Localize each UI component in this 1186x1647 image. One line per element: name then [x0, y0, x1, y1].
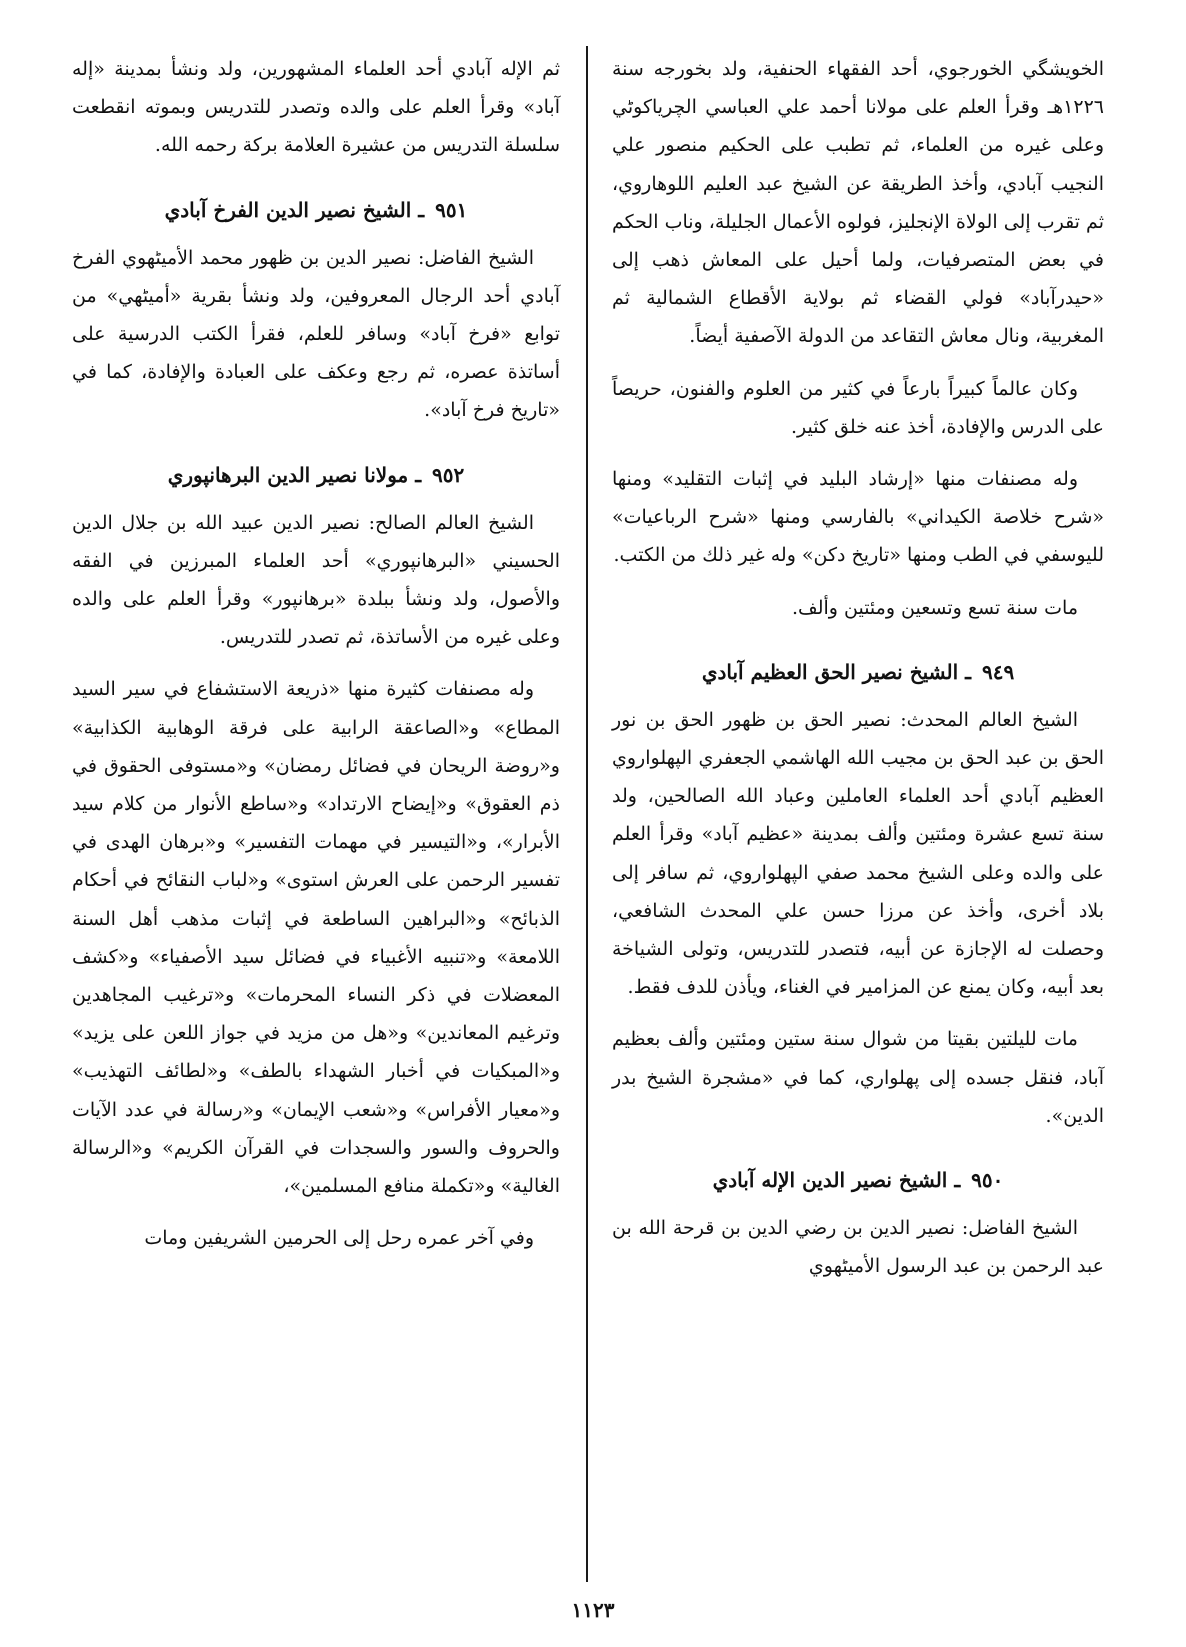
paragraph: الشيخ العالم الصالح: نصير الدين عبيد الله بن جلال الدين الحسيني «البرهانپوري» أحد العلماء المبرزين في الفقه والأصول، ولد ونشأ ببلدة «برهانپور» وقرأ العلم على والده وعلى غيره من الأساتذة، ثم تصدر للتدريس. [72, 511, 560, 649]
paragraph: وكان عالماً كبيراً بارعاً في كثير من العلوم والفنون، حريصاً على الدرس والإفادة، أخذ عنه خلق كثير. [612, 377, 1104, 438]
paragraph: وله مصنفات منها «إرشاد البليد في إثبات التقليد» ومنها «شرح خلاصة الكيداني» بالفارسي ومنها «شرح الرباعيات» لليوسفي في الطب ومنها «تاريخ دكن» وله غير ذلك من الكتب. [612, 468, 1104, 567]
paragraph: ثم الإله آبادي أحد العلماء المشهورين، ولد ونشأ بمدينة «إله آباد» وقرأ العلم على والده وتصدر للتدريس وبموته انقطعت سلسلة التدريس من عشيرة العلامة بركة رحمه الله. [72, 58, 560, 157]
entry-number: ٩٥٢ [432, 462, 465, 487]
paragraph: مات لليلتين بقيتا من شوال سنة ستين ومئتين وألف بعظيم آباد، فنقل جسده إلى پهلواري، كما في «مشجرة الشيخ بدر الدين». [612, 1028, 1104, 1127]
paragraph: الشيخ العالم المحدث: نصير الحق بن ظهور الحق بن نور الحق بن عبد الحق بن مجيب الله الهاشمي الجعفري الپهلواروي العظيم آبادي أحد العلماء العاملين وعباد الله الصالحين، ولد سنة تسع عشرة ومئتين وألف بمدينة «عظيم آباد» وقرأ العلم على والده وعلى الشيخ محمد صفي الپهلواروي، ثم سافر إلى بلاد أخرى، وأخذ عن مرزا حسن علي المحدث الشافعي، وحصلت له الإجازة عن أبيه، فتصدر للتدريس، وتولى الشياخة بعد أبيه، وكان يمنع عن المزامير في الغناء، ويأذن للدف فقط. [612, 708, 1104, 999]
column-divider [586, 46, 588, 1582]
paragraph: مات سنة تسع وتسعين ومئتين وألف. [792, 596, 1078, 619]
left-column [72, 50, 560, 1257]
paragraph: الخويشگي الخورجوي، أحد الفقهاء الحنفية، ولد بخورجه سنة ١٢٢٦هـ وقرأ العلم على مولانا أحمد علي العباسي الچرياكوٹي وعلى غيره من العلماء، ثم تطبب على الحكيم منصور علي النجيب آبادي، وأخذ الطريقة عن الشيخ عبد العليم اللوهاروي، ثم تقرب إلى الولاة الإنجليز، فولوه الأعمال الجليلة، وناب الحكم في بعض المتصرفيات، ولما أحيل على المعاش ذهب إلى «حيدرآباد» فولي القضاء ثم بولاية الأقطاع الشمالية ثم المغربية، ونال معاش التقاعد من الدولة الآصفية أيضاً. [612, 58, 1104, 348]
entry-title: ـ الشيخ نصير الدين الفرخ آبادي [164, 197, 425, 222]
entry-heading-952 [72, 456, 560, 494]
paragraph: الشيخ الفاضل: نصير الدين بن رضي الدين بن قرحة الله بن عبد الرحمن بن عبد الرسول الأميٹهوي [612, 1217, 1104, 1278]
paragraph: وله مصنفات كثيرة منها «ذريعة الاستشفاع في سير السيد المطاع» و«الصاعقة الرابية على فرقة الوهابية الكذابية» و«روضة الريحان في فضائل رمضان» و«مستوفى الحقوق في ذم العقوق» و«إيضاح الارتداد» و«ساطع الأنوار من كلام سيد الأبرار»، و«التيسير في مهمات التفسير» و«برهان الهدى في تفسير الرحمن على العرش استوى» و«لباب النقائح في أحكام الذبائح» و«البراهين الساطعة في إثبات مذهب أهل السنة اللامعة» و«تنبيه الأغبياء في فضائل سيد الأصفياء» و«كشف المعضلات في ذكر النساء المحرمات» و«ترغيب المجاهدين وترغيم المعاندين» و«هل من مزيد في جواز اللعن على يزيد» و«المبكيات في أخبار الشهداء بالطف» و«لطائف التهذيب» و«معيار الأفراس» و«شعب الإيمان» و«رسالة في عدد الآيات والحروف والسور والسجدات في القرآن الكريم» و«الرسالة الغالية» و«تكملة منافع المسلمين»، [72, 678, 560, 1198]
entry-title: ـ مولانا نصير الدين البرهانپوري [167, 462, 422, 487]
entry-title: ـ الشيخ نصير الدين الإله آبادي [712, 1168, 961, 1193]
entry-heading-951 [72, 191, 560, 229]
entry-heading-950 [612, 1161, 1104, 1199]
entry-number: ٩٤٩ [981, 659, 1015, 684]
entry-number: ٩٥١ [435, 197, 468, 222]
entry-title: ـ الشيخ نصير الحق العظيم آبادي [701, 659, 971, 684]
paragraph: الشيخ الفاضل: نصير الدين بن ظهور محمد الأميٹهوي الفرخ آبادي أحد الرجال المعروفين، ولد ونشأ بقرية «أميٹهي» من توابع «فرخ آباد» وسافر للعلم، فقرأ الكتب الدرسية على أساتذة عصره، ثم رجع وعكف على العبادة والإفادة، كما في «تاريخ فرخ آباد». [72, 246, 560, 422]
page-number: ١١٢٣ [571, 1598, 615, 1622]
right-column [612, 50, 1104, 1285]
paragraph: وفي آخر عمره رحل إلى الحرمين الشريفين ومات [144, 1227, 534, 1250]
entry-heading-949 [612, 653, 1104, 691]
entry-number: ٩٥٠ [971, 1168, 1004, 1193]
